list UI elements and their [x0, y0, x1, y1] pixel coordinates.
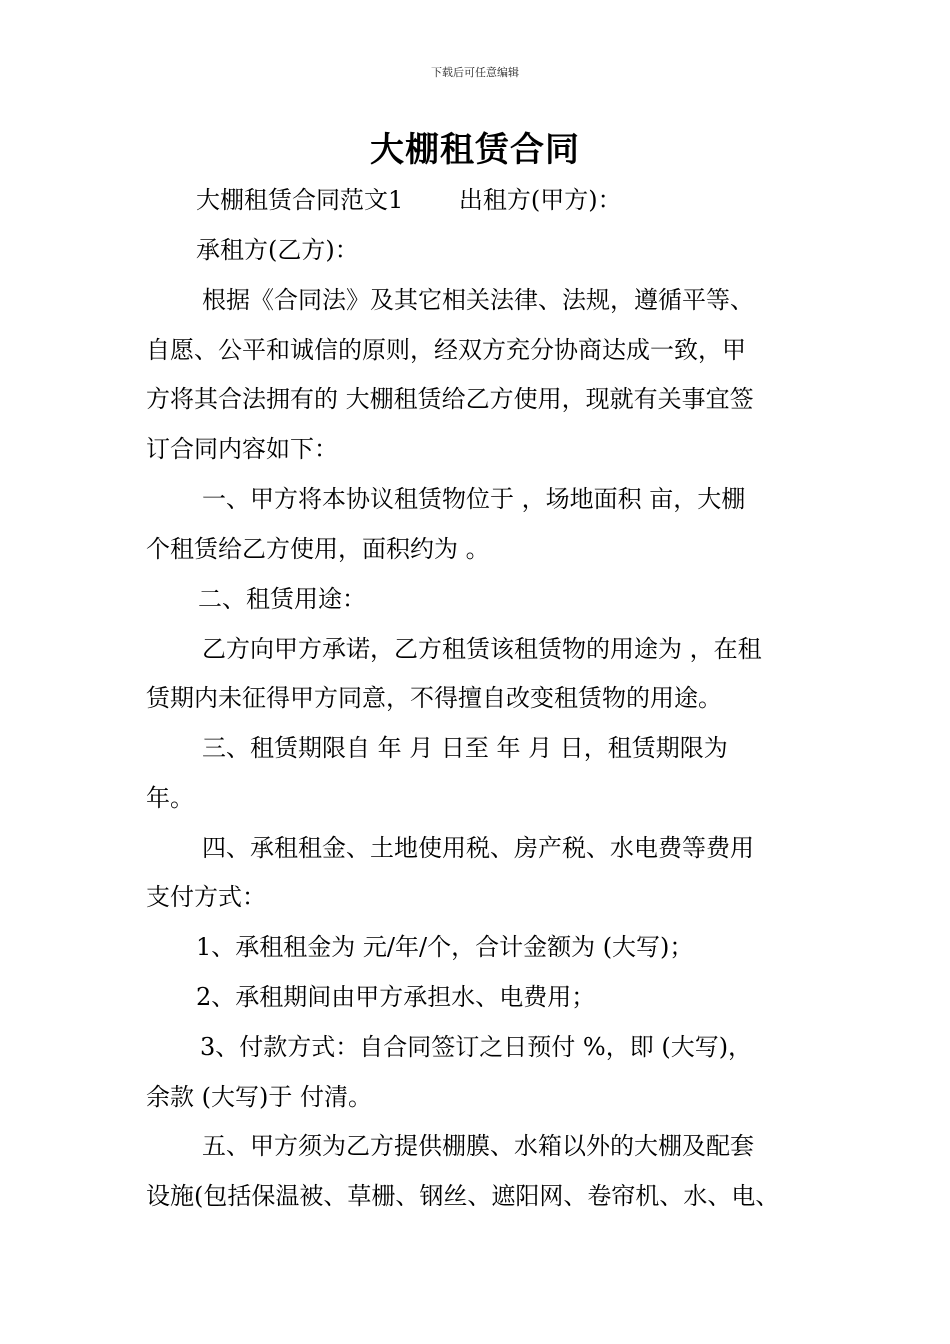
paragraph-line: 一、甲方将本协议租赁物位于 ，场地面积 亩，大棚: [202, 485, 746, 513]
paragraph-line: 大棚租赁合同范文1 出租方(甲方)：: [196, 186, 622, 214]
header-note: 下载后可任意编辑: [431, 66, 519, 79]
paragraph-line: 方将其合法拥有的 大棚租赁给乙方使用，现就有关事宜签: [146, 385, 754, 413]
paragraph-line: 1、承租租金为 元/年/个，合计金额为 (大写)；: [196, 933, 694, 961]
paragraph-line: 设施(包括保温被、草栅、钢丝、遮阳网、卷帘机、水、电、: [146, 1182, 780, 1210]
paragraph-line: 余款 (大写)于 付清。: [146, 1083, 372, 1111]
paragraph-line: 订合同内容如下：: [146, 435, 338, 463]
paragraph-line: 承租方(乙方)：: [196, 236, 359, 264]
paragraph-line: 支付方式：: [146, 883, 266, 911]
paragraph-line: 三、租赁期限自 年 月 日至 年 月 日，租赁期限为: [202, 734, 728, 762]
paragraph-line: 自愿、公平和诚信的原则，经双方充分协商达成一致，甲: [146, 336, 746, 364]
paragraph-line: 五、甲方须为乙方提供棚膜、水箱以外的大棚及配套: [202, 1132, 754, 1160]
paragraph-line: 四、承租租金、土地使用税、房产税、水电费等费用: [202, 834, 754, 862]
paragraph-line: 个租赁给乙方使用，面积约为 。: [146, 535, 490, 563]
document-title: 大棚租赁合同: [370, 130, 580, 170]
paragraph-line: 年。: [146, 784, 194, 812]
paragraph-line: 乙方向甲方承诺，乙方租赁该租赁物的用途为 ，在租: [202, 635, 762, 663]
paragraph-line: 二、租赁用途：: [198, 585, 366, 613]
paragraph-line: 3、付款方式：自合同签订之日预付 %，即 (大写)，: [200, 1033, 753, 1061]
paragraph-line: 2、承租期间由甲方承担水、电费用；: [196, 983, 596, 1011]
paragraph-line: 赁期内未征得甲方同意，不得擅自改变租赁物的用途。: [146, 684, 722, 712]
paragraph-line: 根据《合同法》及其它相关法律、法规，遵循平等、: [202, 286, 754, 314]
